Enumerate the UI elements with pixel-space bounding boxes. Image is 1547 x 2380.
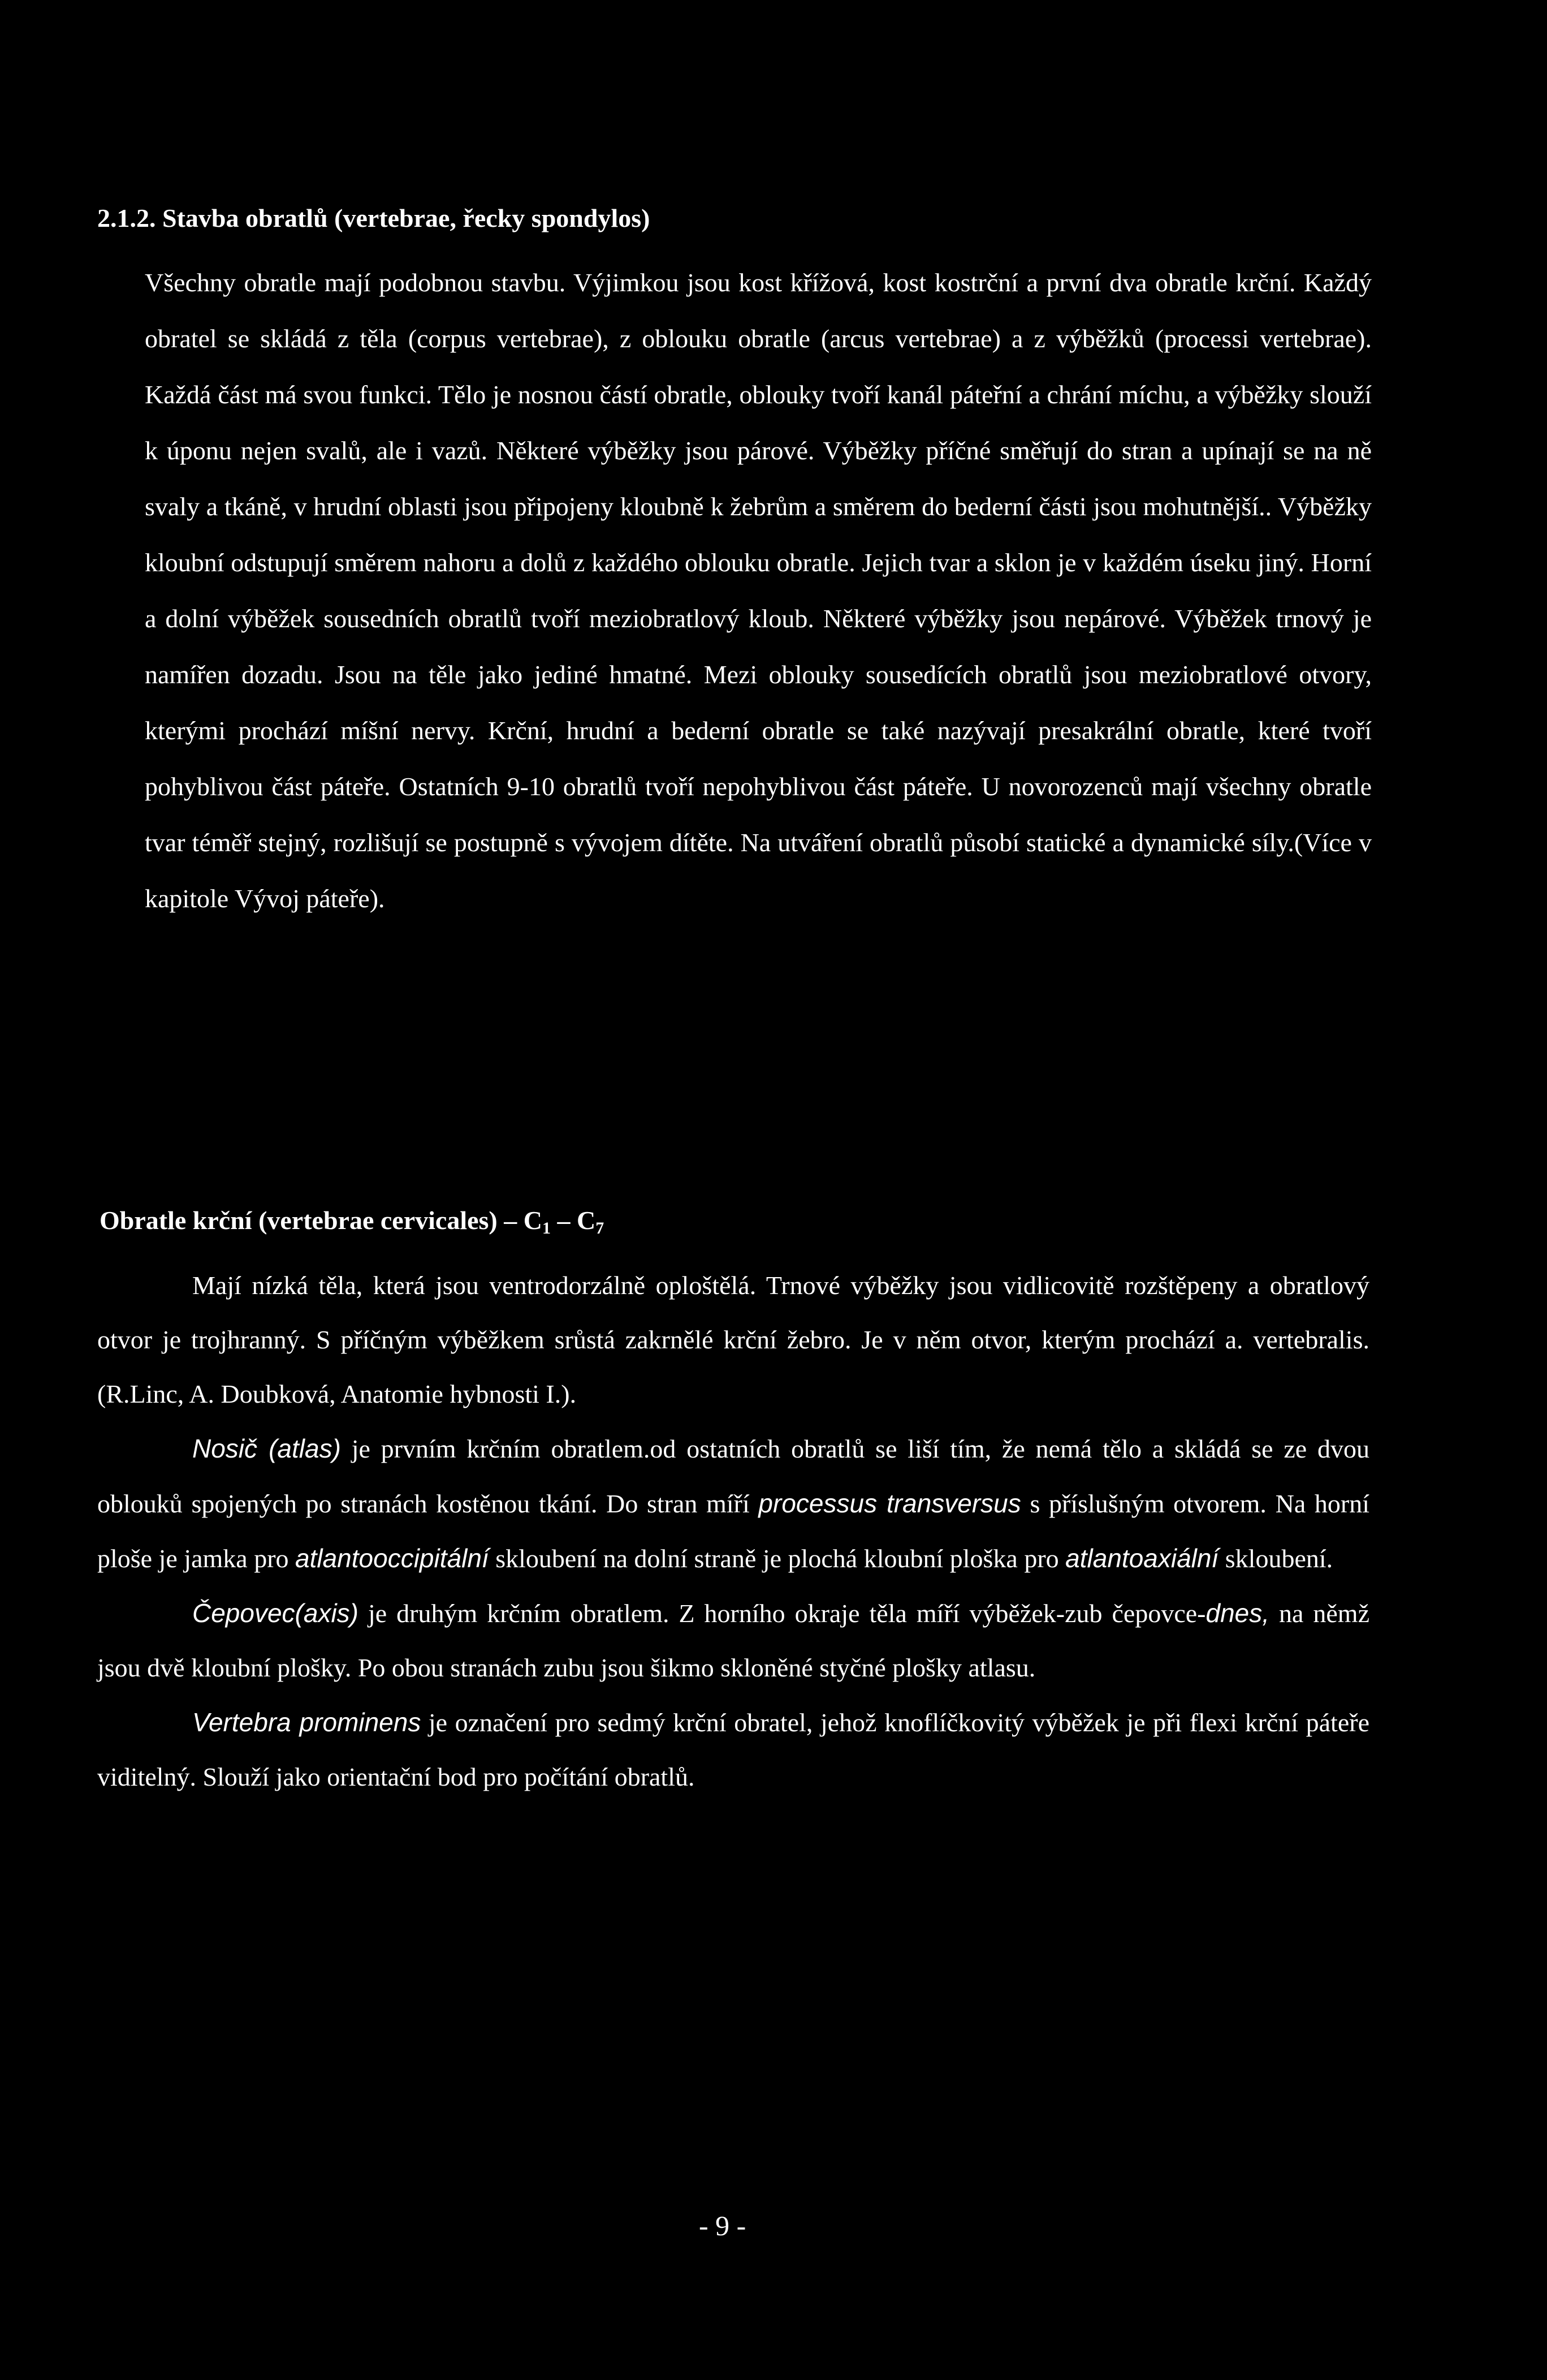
intro-paragraph: Všechny obratle mají podobnou stavbu. Výjimkou jsou kost křížová, kost kostrční a první dva obratle krční. Každý obratel se skládá z těla (corpus vertebrae), z oblouku obratle (arcus vertebrae) a z výběžků (processi vertebrae). Každá část má svou funkci. Tělo je nosnou částí obratle, oblouky tvoří kanál páteřní a chrání míchu, a výběžky slouží k úponu nejen svalů, ale i vazů. Některé výběžky jsou párové. Výběžky příčné směřují do stran a upínají se na ně svaly a tkáně, v hrudní oblasti jsou připojeny kloubně k žebrům a směrem do bederní části jsou mohutnější.. Výběžky kloubní odstupují směrem nahoru a dolů z každého oblouku obratle. Jejich tvar a sklon je v každém úseku jiný. Horní a dolní výběžek sousedních obratlů tvoří meziobratlový kloub. Některé výběžky jsou nepárové. Výběžek trnový je namířen dozadu. Jsou na těle jako jediné hmatné. Mezi oblouky sousedících obratlů jsou meziobratlové otvory, kterými prochází míšní nervy. Krční, hrudní a bederní obratle se také nazývají presakrální obratle, které tvoří pohyblivou část páteře. Ostatních 9-10 obratlů tvoří nepohyblivou část páteře. U novorozenců mají všechny obratle tvar téměř stejný, rozlišují se postupně s vývojem dítěte. Na utváření obratlů působí statické a dynamické síly.(Více v kapitole Vývoj páteře). [145,268,1372,913]
cervical-heading-sub1: 1 [542,1219,551,1238]
atlas-text-c: skloubení na dolní straně je plochá kloubní ploška pro [489,1544,1066,1573]
axis-paragraph [97,1586,1369,1695]
cervical-heading-sub2: 7 [595,1219,604,1238]
prominens-paragraph [97,1695,1369,1804]
atlas-text-b: s příslušným otvorem. Na horní ploše je jamka pro [97,1489,1370,1573]
cervical-heading-text: Obratle krční (vertebrae cervicales) – C [100,1206,542,1235]
cervical-paragraph-1: Mají nízká těla, která jsou ventrodorzálně oploštělá. Trnové výběžky jsou vidlicovitě rozštěpeny a obratlový otvor je trojhranný. S příčným výběžkem srůstá zakrnělé krční žebro. Je v něm otvor, kterým prochází a. vertebralis.(R.Linc, A. Doubková, Anatomie hybnosti I.). [97,1271,1369,1408]
axis-text-a: je druhým krčním obratlem. Z horního okraje těla míří výběžek-zub čepovce- [358,1599,1206,1628]
axis-term: Čepovec(axis) [192,1598,358,1628]
cervical-heading-dash: – C [550,1206,596,1235]
atlas-paragraph [97,1421,1369,1586]
cervical-section [97,1258,1369,1804]
cervical-heading [100,1205,604,1244]
prominens-term: Vertebra prominens [192,1708,421,1737]
atlantoaxial-term: atlantoaxiální [1065,1543,1219,1573]
page-number: - 9 - [699,2210,746,2241]
prominens-text: je označení pro sedmý krční obratel, jehož knoflíčkovitý výběžek je při flexi krční páteře viditelný. Slouží jako orientační bod pro počítání obratlů. [97,1708,1369,1791]
atlas-text-d: skloubení. [1218,1544,1333,1573]
atlantooccipital-term: atlantooccipitální [295,1543,489,1573]
atlas-term: Nosič (atlas) [192,1434,341,1463]
axis-text-b: na němž jsou dvě kloubní plošky. Po obou stranách zubu jsou šikmo skloněné styčné plošky atlasu. [97,1599,1369,1682]
dnes-term: dnes, [1205,1598,1270,1628]
processus-transversus-term: processus transversus [758,1489,1021,1518]
atlas-text-a: je prvním krčním obratlem.od ostatních obratlů se liší tím, že nemá tělo a skládá se ze dvou oblouků spojených po stranách kostěnou tkání. Do stran míří [97,1434,1369,1518]
section-heading: 2.1.2. Stavba obratlů (vertebrae, řecky spondylos) [97,204,650,232]
